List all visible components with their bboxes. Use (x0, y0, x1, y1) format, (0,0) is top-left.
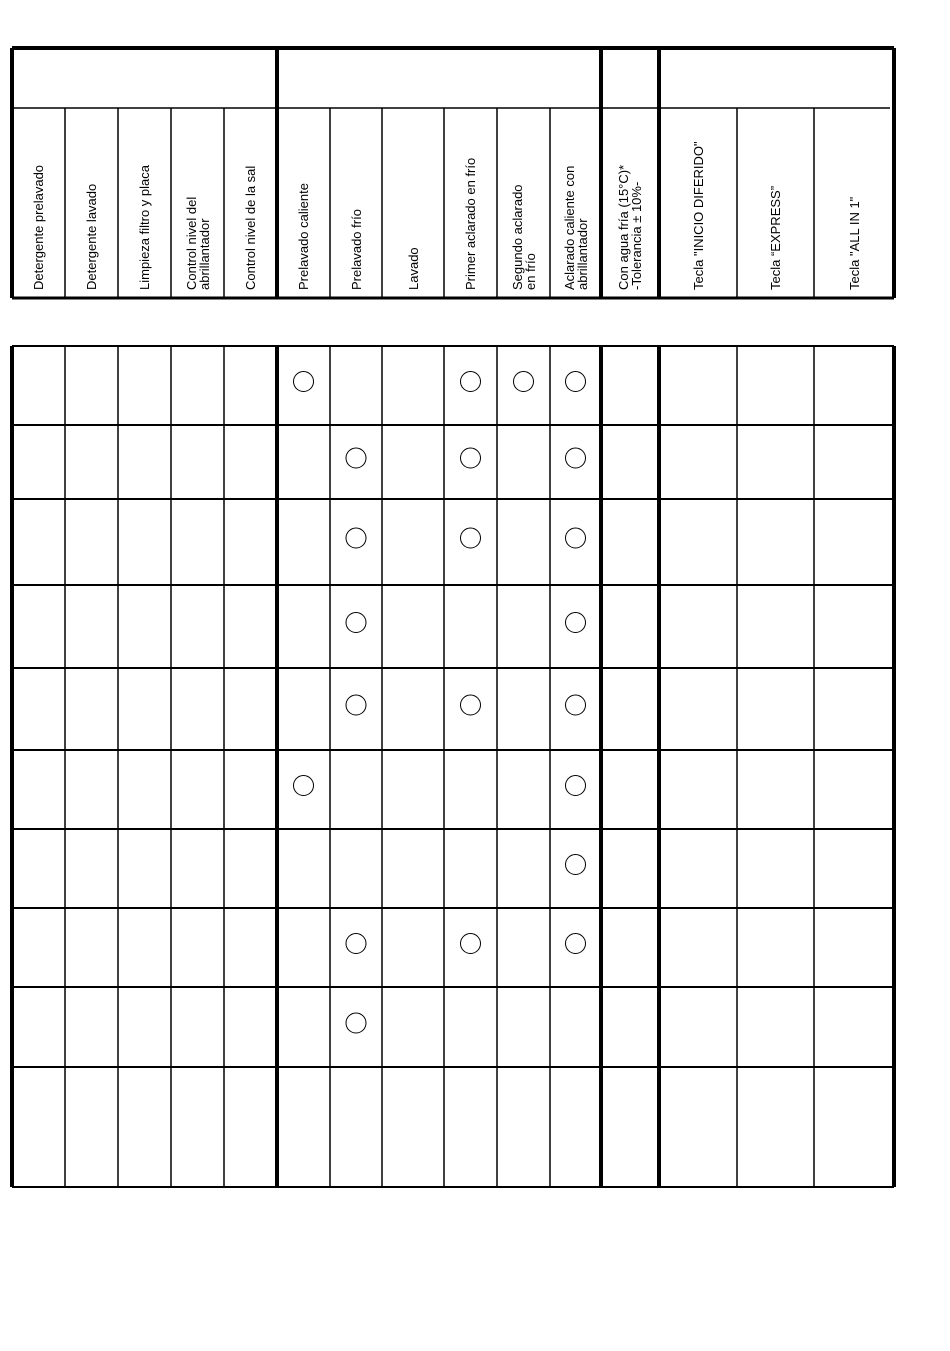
column-header-limpieza-filtro: Limpieza filtro y placa (137, 165, 152, 290)
cell-mark-circle (566, 448, 586, 468)
cell-mark-circle (461, 695, 481, 715)
column-header-detergente-prelavado: Detergente prelavado (31, 164, 46, 290)
column-header-aclarado-caliente: Aclarado caliente con abrillantador (561, 165, 590, 290)
column-header-prelavado-caliente: Prelavado caliente (296, 183, 311, 290)
column-header-tecla-allin1: Tecla "ALL IN 1" (846, 196, 862, 290)
cell-mark-circle (566, 934, 586, 954)
cell-mark-circle (461, 372, 481, 392)
cell-mark-circle (566, 855, 586, 875)
cell-mark-circle (346, 934, 366, 954)
cell-mark-circle (346, 1013, 366, 1033)
column-header-control-sal: Control nivel de la sal (243, 165, 258, 290)
cell-mark-circle (566, 613, 586, 633)
cell-mark-circle (346, 528, 366, 548)
column-header-primer-aclarado: Primer aclarado en frío (463, 157, 478, 290)
column-header-prelavado-frio: Prelavado frío (348, 209, 364, 290)
cell-mark-circle (346, 613, 366, 633)
cell-mark-circle (294, 372, 314, 392)
cell-mark-circle (294, 776, 314, 796)
column-header-tecla-express: Tecla “EXPRESS” (768, 185, 783, 290)
column-header-tecla-inicio: Tecla "INICIO DIFERIDO" (690, 141, 706, 290)
cell-mark-circle (566, 372, 586, 392)
cell-mark-circle (566, 776, 586, 796)
cell-mark-circle (514, 372, 534, 392)
cell-mark-circle (566, 528, 586, 548)
column-header-segundo-aclarado: Segundo aclarado en frío (509, 184, 538, 290)
column-header-detergente-lavado: Detergente lavado (84, 183, 99, 290)
cell-mark-circle (461, 528, 481, 548)
column-header-control-abrillantador: Control nivel del abrillantador (183, 196, 212, 290)
column-header-agua-fria: Con agua fría (15°C)* -Tolerancia ± 10%- (616, 164, 644, 290)
cell-mark-circle (566, 695, 586, 715)
cell-mark-circle (461, 934, 481, 954)
cell-mark-circle (346, 448, 366, 468)
column-header-lavado: Lavado (405, 247, 421, 290)
cell-mark-circle (461, 448, 481, 468)
cell-mark-circle (346, 695, 366, 715)
